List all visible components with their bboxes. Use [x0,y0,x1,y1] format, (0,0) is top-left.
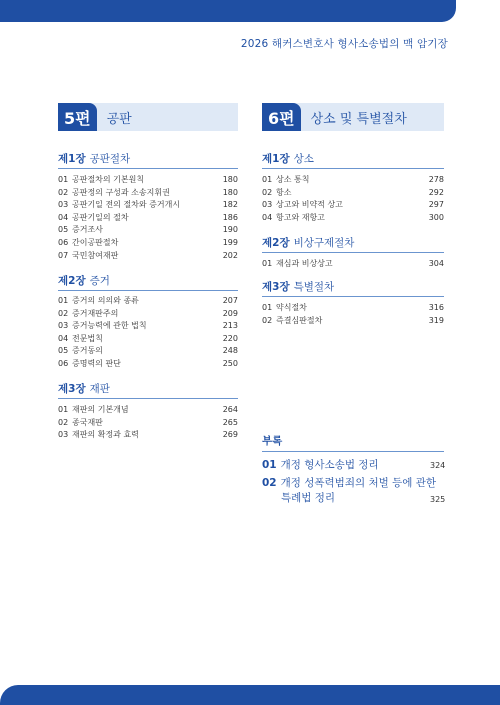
chapter-title: 공판절차 [89,153,131,165]
toc-item [58,174,238,187]
toc-item-title: 증거동의 [72,346,103,356]
toc-item-title: 공판절차의 기본원칙 [72,175,145,184]
toc-item-entry [262,212,325,225]
toc-item-entry [262,174,309,187]
chapter-heading [262,279,334,294]
chapter-label: 제1장 [262,153,290,165]
toc-item-page: 250 [222,358,238,368]
toc-item-number: 04 [262,212,273,222]
toc-item-number: 03 [58,321,69,331]
appendix-item-page: 324 [430,461,446,470]
part-6-number: 6편 [262,103,301,131]
part-6-header [262,103,444,131]
toc-item-number: 06 [58,237,69,247]
toc-item-number: 02 [58,417,69,427]
chapter-label: 제1장 [58,153,86,165]
appendix-item [262,458,444,473]
chapter-rule [58,290,238,291]
chapter-title: 비상구제절차 [293,237,355,249]
toc-item-number: 01 [58,405,69,414]
chapter-title: 특별절차 [293,281,335,293]
toc-item [262,315,444,328]
toc-item-page: 248 [222,346,238,356]
toc-item-page: 180 [222,187,238,197]
toc-item-number: 01 [58,296,69,305]
toc-item [58,333,238,346]
toc-item-entry [262,258,333,271]
toc-item [58,417,238,430]
toc-item-page: 209 [222,308,238,318]
toc-item [58,224,238,237]
appendix-item-title-line2: 특례법 정리 [281,492,336,504]
toc-item-title: 즉결심판절차 [276,315,323,325]
toc-item-entry [58,429,139,442]
toc-item-entry [58,320,147,333]
toc-item-entry [58,174,144,187]
toc-item-entry [262,187,291,200]
toc-list [262,174,444,224]
toc-item-entry [58,199,180,212]
toc-item-page: 190 [222,225,238,235]
chapter-heading [262,235,354,250]
chapter-title: 재판 [89,383,110,395]
toc-item [58,295,238,308]
toc-list [262,258,444,271]
chapter-rule [262,252,444,253]
toc-list [262,302,444,327]
toc-item [262,187,444,200]
toc-item-number: 01 [262,259,273,268]
toc-item-number: 04 [58,333,69,343]
toc-item-number: 03 [262,200,273,210]
toc-item-page: 265 [222,417,238,427]
chapter-label: 제3장 [262,281,290,293]
toc-item-number: 02 [58,308,69,318]
chapter-label: 제2장 [262,237,290,249]
appendix-item-number: 02 [262,477,277,489]
toc-item-page: 319 [428,315,444,325]
toc-item-number: 06 [58,358,69,368]
toc-item-number: 01 [262,175,273,184]
toc-item-entry [58,250,118,263]
chapter-title: 상소 [293,153,314,165]
toc-item [262,302,444,315]
toc-item-title: 항소 [276,187,292,197]
chapter-rule [262,168,444,169]
toc-item [58,358,238,371]
toc-item-entry [58,187,170,200]
toc-item-page: 300 [428,212,444,222]
toc-item-entry [58,404,129,417]
part-5-header [58,103,238,131]
toc-item-title: 공판기일 전의 절차와 증거개시 [72,200,181,210]
toc-item-number: 01 [58,175,69,184]
toc-item-entry [58,295,139,308]
chapter-heading [58,273,110,288]
toc-item-number: 05 [58,346,69,356]
toc-item-number: 03 [58,200,69,210]
toc-item-page: 278 [428,175,444,184]
toc-item-number: 01 [262,303,273,312]
toc-item [58,250,238,263]
part-5-number: 5편 [58,103,97,131]
toc-list [58,174,238,262]
toc-item-title: 증명력의 판단 [72,358,121,368]
top-decoration-bar [0,0,456,22]
toc-item-entry [58,212,129,225]
toc-item-title: 상고와 비약적 상고 [276,200,343,210]
appendix-item [262,476,444,506]
toc-item [58,237,238,250]
toc-item-number: 02 [262,315,273,325]
toc-item-page: 213 [222,321,238,331]
chapter-heading [262,151,314,166]
chapter-heading [58,151,130,166]
toc-item-page: 180 [222,175,238,184]
toc-item-page: 264 [222,405,238,414]
toc-item-title: 종국재판 [72,417,103,427]
toc-item-number: 05 [58,225,69,235]
toc-item-title: 증거의 의의와 종류 [72,296,139,305]
toc-item [58,429,238,442]
appendix-item-number: 01 [262,459,277,471]
toc-item [262,174,444,187]
toc-item [58,308,238,321]
toc-item-title: 전문법칙 [72,333,103,343]
toc-item-title: 간이공판절차 [72,237,119,247]
toc-item-entry [58,333,103,346]
appendix-item-title: 개정 형사소송법 정리 [280,459,379,471]
chapter-label: 제3장 [58,383,86,395]
chapter-rule [58,168,238,169]
toc-item-page: 297 [428,200,444,210]
toc-item-page: 292 [428,187,444,197]
toc-item [58,187,238,200]
toc-item-entry [58,237,118,250]
toc-item [262,212,444,225]
toc-item-title: 약식절차 [276,303,307,312]
appendix-rule [262,451,444,452]
toc-item-number: 02 [58,187,69,197]
toc-item-title: 항고와 재항고 [276,212,325,222]
chapter-heading [58,381,110,396]
appendix-title: 부록 [262,435,283,447]
toc-item-page: 207 [222,296,238,305]
toc-item-number: 07 [58,250,69,260]
chapter-label: 제2장 [58,275,86,287]
toc-item-number: 04 [58,212,69,222]
toc-item-entry [58,358,121,371]
toc-item-entry [262,199,343,212]
toc-item-title: 공판정의 구성과 소송지휘권 [72,187,170,197]
toc-list [58,404,238,442]
toc-item-entry [58,345,103,358]
toc-item-title: 국민참여재판 [72,250,119,260]
toc-item [58,212,238,225]
toc-item [58,404,238,417]
appendix-item-page: 325 [430,495,446,504]
toc-item-entry [262,302,307,315]
toc-item [262,258,444,271]
toc-item-page: 199 [222,237,238,247]
toc-item-title: 증거조사 [72,225,103,235]
toc-item-page: 304 [428,259,444,268]
part-6-title: 상소 및 특별절차 [310,111,407,127]
toc-item [58,345,238,358]
toc-item-page: 182 [222,200,238,210]
toc-item-title: 재판의 기본개념 [72,405,129,414]
toc-item-entry [58,417,103,430]
toc-item-title: 증거재판주의 [72,308,119,318]
toc-item-title: 재판의 확정과 효력 [72,430,139,440]
toc-item-page: 269 [222,430,238,440]
part-5-title: 공판 [106,111,132,127]
chapter-rule [262,296,444,297]
toc-item-title: 공판기일의 절차 [72,212,129,222]
chapter-rule [58,398,238,399]
toc-item-entry [58,224,103,237]
toc-item-page: 220 [222,333,238,343]
toc-item-title: 상소 통칙 [276,175,310,184]
toc-item-number: 02 [262,187,273,197]
toc-list [58,295,238,371]
book-title: 2026 해커스변호사 형사소송법의 맥 암기장 [240,38,448,50]
chapter-title: 증거 [89,275,110,287]
toc-item [58,320,238,333]
toc-item [262,199,444,212]
toc-item-page: 202 [222,250,238,260]
toc-item-title: 증거능력에 관한 법칙 [72,321,147,331]
appendix-item-title: 개정 성폭력범죄의 처벌 등에 관한 [280,477,436,489]
toc-item-page: 316 [428,303,444,312]
toc-item-title: 재심과 비상상고 [276,259,333,268]
toc-item-number: 03 [58,430,69,440]
toc-item-entry [58,308,118,321]
bottom-decoration-bar [0,685,500,705]
toc-item [58,199,238,212]
toc-item-entry [262,315,322,328]
toc-item-page: 186 [222,212,238,222]
